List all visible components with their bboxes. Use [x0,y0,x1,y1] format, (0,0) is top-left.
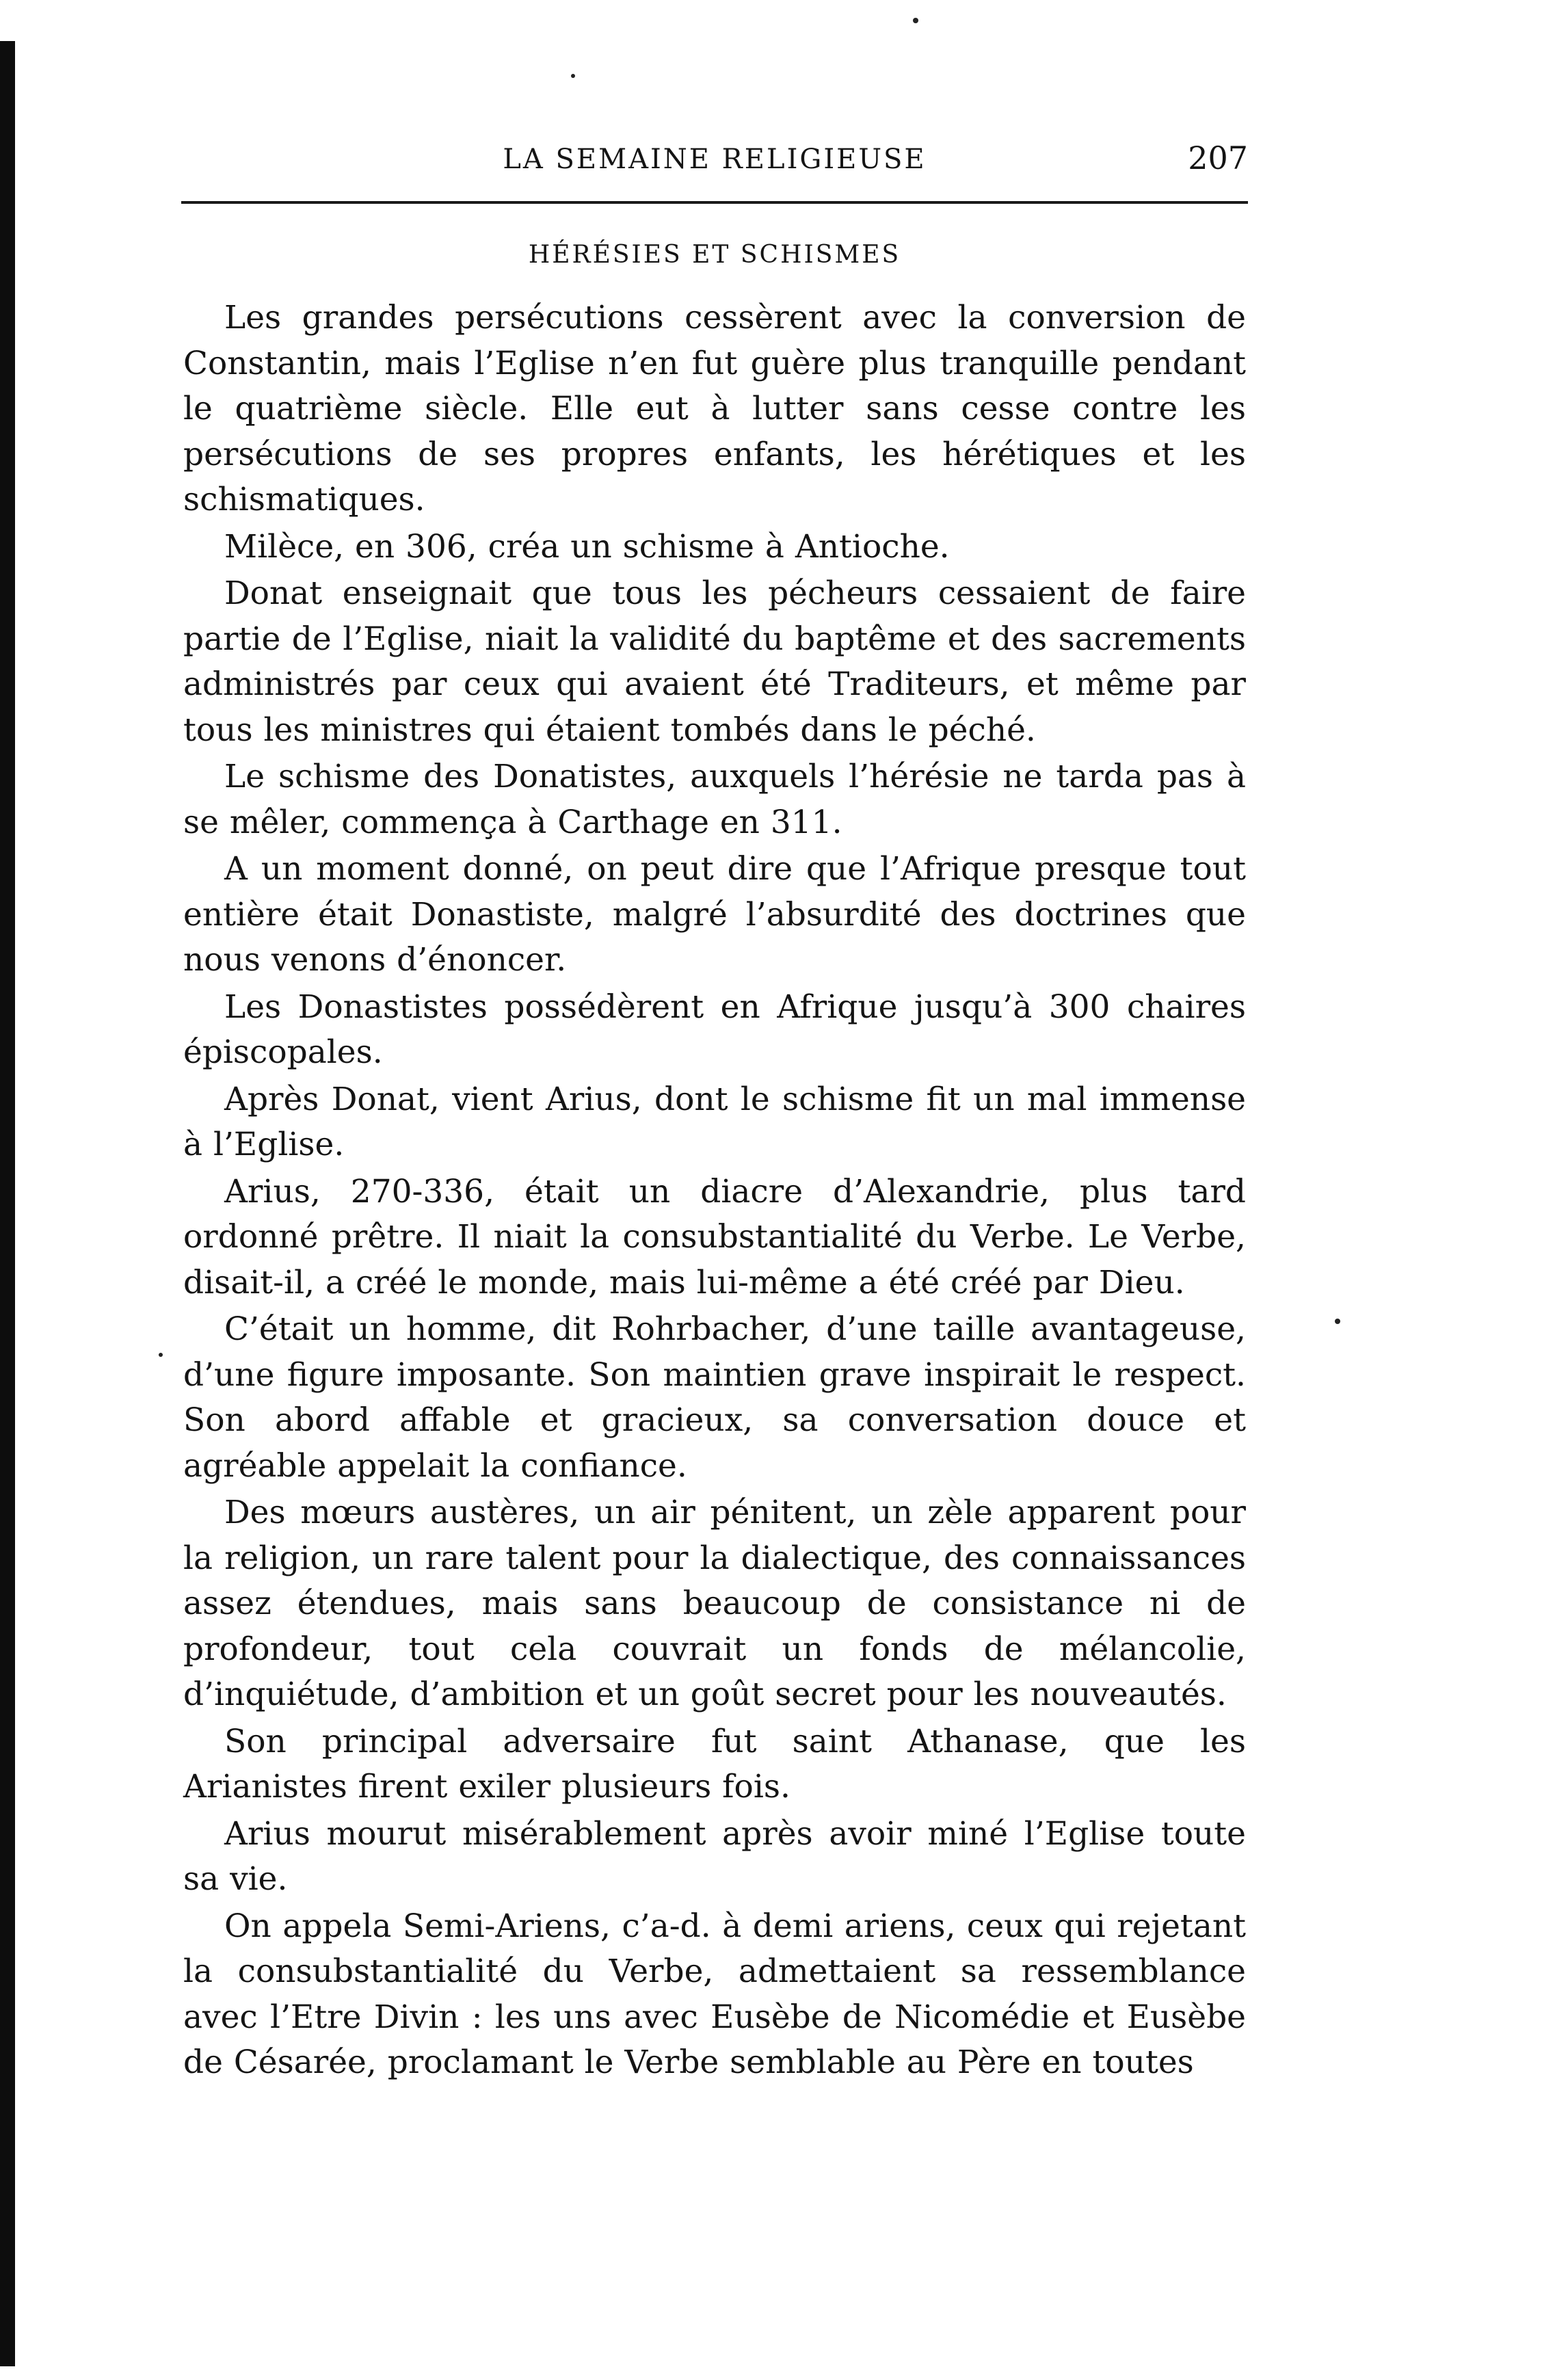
paragraph: Les grandes persécutions cessèrent avec la conversion de Constantin, mais l’Eglise n’en fut guère plus tranquille pendant le quatrième siècle. Elle eut à lutter sans cesse contre les persécutions de ses propres enfants, les hérétiques et les schismatiques. [183,299,1246,518]
paragraph: Arius, 270-336, était un diacre d’Alexandrie, plus tard ordonné prêtre. Il niait la consubstantialité du Verbe. Le Verbe, disait-il, a créé le monde, mais lui-même a été créé par Dieu. [183,1172,1246,1301]
section-heading: HÉRÉSIES ET SCHISMES [528,241,901,269]
binding-edge-shadow [0,41,15,2366]
paragraph: Donat enseignait que tous les pécheurs cessaient de faire partie de l’Eglise, niait la validité du baptême et des sacrements administrés par ceux qui avaient été Traditeurs, et même par tous les ministres qui étaient tombés dans le péché. [183,574,1246,749]
paragraph: Les Donastistes possédèrent en Afrique jusqu’à 300 chaires épiscopales. [183,988,1246,1071]
ink-speck [1335,1319,1340,1324]
paragraph: Des mœurs austères, un air pénitent, un zèle apparent pour la religion, un rare talent pour la dialectique, des connaissances assez étendues, mais sans beaucoup de consistance ni de profondeur, tout cela couvrait un fonds de mélancolie, d’inquiétude, d’ambition et un goût secret pour les nouveautés. [183,1494,1246,1713]
page-header [181,135,1248,204]
paragraph: A un moment donné, on peut dire que l’Afrique presque tout entière était Donastiste, malgré l’absurdité des doctrines que nous venons d’énoncer. [183,850,1246,979]
paragraph: Le schisme des Donatistes, auxquels l’hérésie ne tarda pas à se mêler, commença à Carthage en 311. [183,758,1246,841]
paragraph: C’était un homme, dit Rohrbacher, d’une taille avantageuse, d’une figure imposante. Son maintien grave inspirait le respect. Son abord affable et gracieux, sa conversation douce et agréable appelait la confiance. [183,1310,1246,1485]
running-title: LA SEMAINE RELIGIEUSE [503,144,927,175]
paragraph: Après Donat, vient Arius, dont le schisme fit un mal immense à l’Eglise. [183,1080,1246,1163]
ink-speck [571,74,575,78]
paragraph: On appela Semi-Ariens, c’a-d. à demi ariens, ceux qui rejetant la consubstantialité du Verbe, admettaient sa ressemblance avec l’Etre Divin : les uns avec Eusèbe de Nicomédie et Eusèbe de Césarée, proclamant le Verbe semblable au Père en toutes [183,1907,1246,2081]
page-number: 207 [1188,140,1248,176]
ink-speck [159,1353,163,1357]
ink-speck [913,18,918,23]
paragraph: Milèce, en 306, créa un schisme à Antioche. [224,527,950,566]
text-body [183,295,1246,2086]
paragraph: Son principal adversaire fut saint Athanase, que les Arianistes firent exiler plusieurs fois. [183,1722,1246,1806]
paragraph: Arius mourut misérablement après avoir miné l’Eglise toute sa vie. [183,1814,1246,1898]
